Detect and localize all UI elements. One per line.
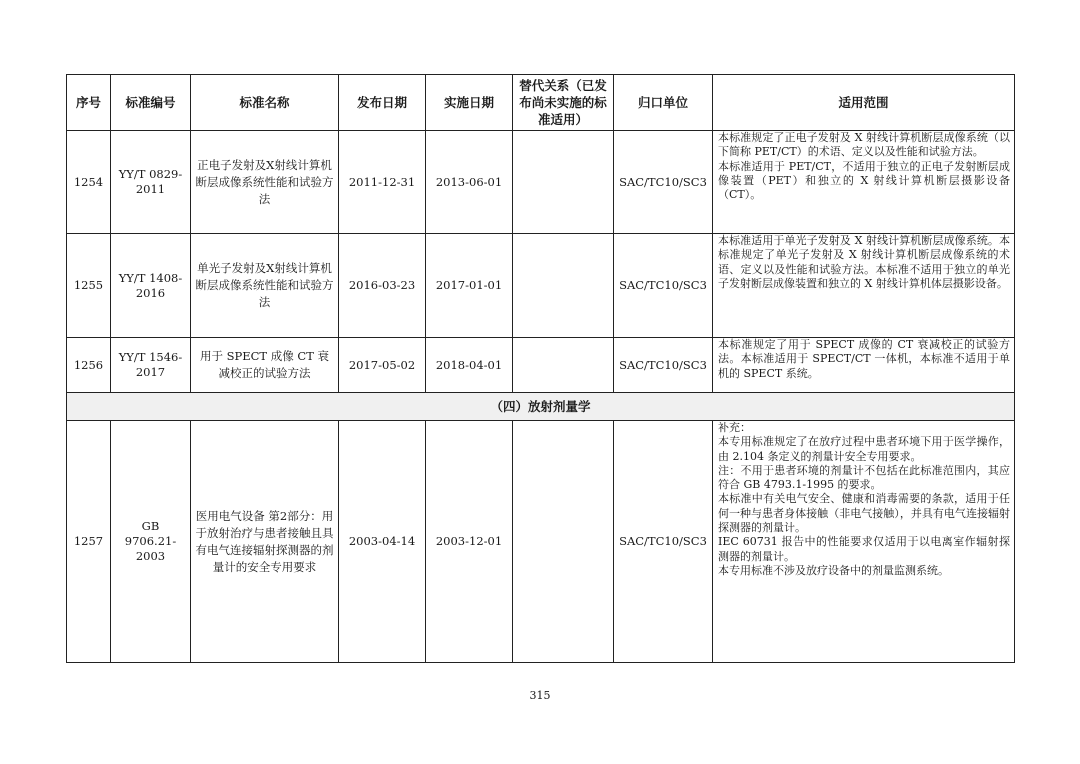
- scope-paragraph: 本专用标准规定了在放疗过程中患者环境下用于医学操作，由 2.104 条定义的剂量计安全专用要求。: [718, 435, 1010, 463]
- table-row: [67, 131, 1015, 234]
- cell-scope: [713, 234, 1015, 338]
- cell-implement-date: 2013-06-01: [426, 131, 513, 234]
- cell-implement-date: 2017-01-01: [426, 234, 513, 338]
- scope-paragraph: 本标准中有关电气安全、健康和消毒需要的条款，适用于任何一种与患者身体接触（非电气接触），并具有电气连接辐射探测器的剂量计。: [718, 492, 1010, 535]
- table-row: [67, 338, 1015, 393]
- cell-unit: SAC/TC10/SC3: [614, 338, 713, 393]
- table-row: [67, 421, 1015, 663]
- header-scope: 适用范围: [713, 75, 1015, 131]
- scope-paragraph: 本专用标准不涉及放疗设备中的剂量监测系统。: [718, 563, 949, 577]
- cell-name: 单光子发射及X射线计算机断层成像系统性能和试验方法: [191, 234, 339, 338]
- cell-scope: [713, 338, 1015, 393]
- scope-paragraph: 本标准适用于 PET/CT，不适用于独立的正电子发射断层成像装置（PET）和独立的 X 射线计算机断层摄影设备（CT）。: [718, 159, 1010, 202]
- cell-replacement: [513, 421, 614, 663]
- cell-index: 1256: [67, 338, 111, 393]
- cell-index: 1257: [67, 421, 111, 663]
- standards-table: [66, 74, 1015, 663]
- header-index: 序号: [67, 75, 111, 131]
- header-unit: 归口单位: [614, 75, 713, 131]
- cell-name: 医用电气设备 第2部分：用于放射治疗与患者接触且具有电气连接辐射探测器的剂量计的安全专用要求: [191, 421, 339, 663]
- cell-unit: SAC/TC10/SC3: [614, 234, 713, 338]
- section-title: （四）放射剂量学: [67, 393, 1015, 421]
- cell-index: 1255: [67, 234, 111, 338]
- cell-unit: SAC/TC10/SC3: [614, 421, 713, 663]
- cell-index: 1254: [67, 131, 111, 234]
- cell-implement-date: 2018-04-01: [426, 338, 513, 393]
- header-publish-date: 发布日期: [339, 75, 426, 131]
- scope-paragraph: 本标准规定了用于 SPECT 成像的 CT 衰减校正的试验方法。本标准适用于 SPECT/CT 一体机，本标准不适用于单机的 SPECT 系统。: [718, 338, 1010, 380]
- header-row: [67, 75, 1015, 131]
- scope-paragraph: 本标准规定了正电子发射及 X 射线计算机断层成像系统（以下简称 PET/CT）的术语、定义以及性能和试验方法。: [718, 131, 1010, 159]
- scope-paragraph: 补充：: [718, 421, 751, 434]
- cell-name: 用于 SPECT 成像 CT 衰减校正的试验方法: [191, 338, 339, 393]
- header-code: 标准编号: [111, 75, 191, 131]
- table-row: [67, 234, 1015, 338]
- cell-replacement: [513, 234, 614, 338]
- cell-code: YY/T 1546-2017: [111, 338, 191, 393]
- section-row: [67, 393, 1015, 421]
- cell-code: YY/T 0829-2011: [111, 131, 191, 234]
- cell-scope: [713, 131, 1015, 234]
- header-implement-date: 实施日期: [426, 75, 513, 131]
- cell-replacement: [513, 338, 614, 393]
- cell-code: YY/T 1408-2016: [111, 234, 191, 338]
- cell-code: GB 9706.21-2003: [111, 421, 191, 663]
- cell-publish-date: 2011-12-31: [339, 131, 426, 234]
- scope-paragraph: 本标准适用于单光子发射及 X 射线计算机断层成像系统。本标准规定了单光子发射及 X 射线计算机断层成像系统的术语、定义以及性能和试验方法。本标准不适用于独立的单光子发射断层成像装置和独立的 X 射线计算机体层摄影设备。: [718, 234, 1010, 290]
- cell-publish-date: 2017-05-02: [339, 338, 426, 393]
- cell-name: 正电子发射及X射线计算机断层成像系统性能和试验方法: [191, 131, 339, 234]
- header-replacement: 替代关系（已发布尚未实施的标准适用）: [513, 75, 614, 131]
- cell-unit: SAC/TC10/SC3: [614, 131, 713, 234]
- cell-implement-date: 2003-12-01: [426, 421, 513, 663]
- cell-scope: [713, 421, 1015, 663]
- header-name: 标准名称: [191, 75, 339, 131]
- scope-paragraph: 注：不用于患者环境的剂量计不包括在此标准范围内，其应符合 GB 4793.1-1995 的要求。: [718, 463, 1010, 492]
- cell-publish-date: 2016-03-23: [339, 234, 426, 338]
- page-number: 315: [529, 689, 551, 702]
- cell-replacement: [513, 131, 614, 234]
- cell-publish-date: 2003-04-14: [339, 421, 426, 663]
- scope-paragraph: IEC 60731 报告中的性能要求仅适用于以电离室作辐射探测器的剂量计。: [718, 535, 1010, 563]
